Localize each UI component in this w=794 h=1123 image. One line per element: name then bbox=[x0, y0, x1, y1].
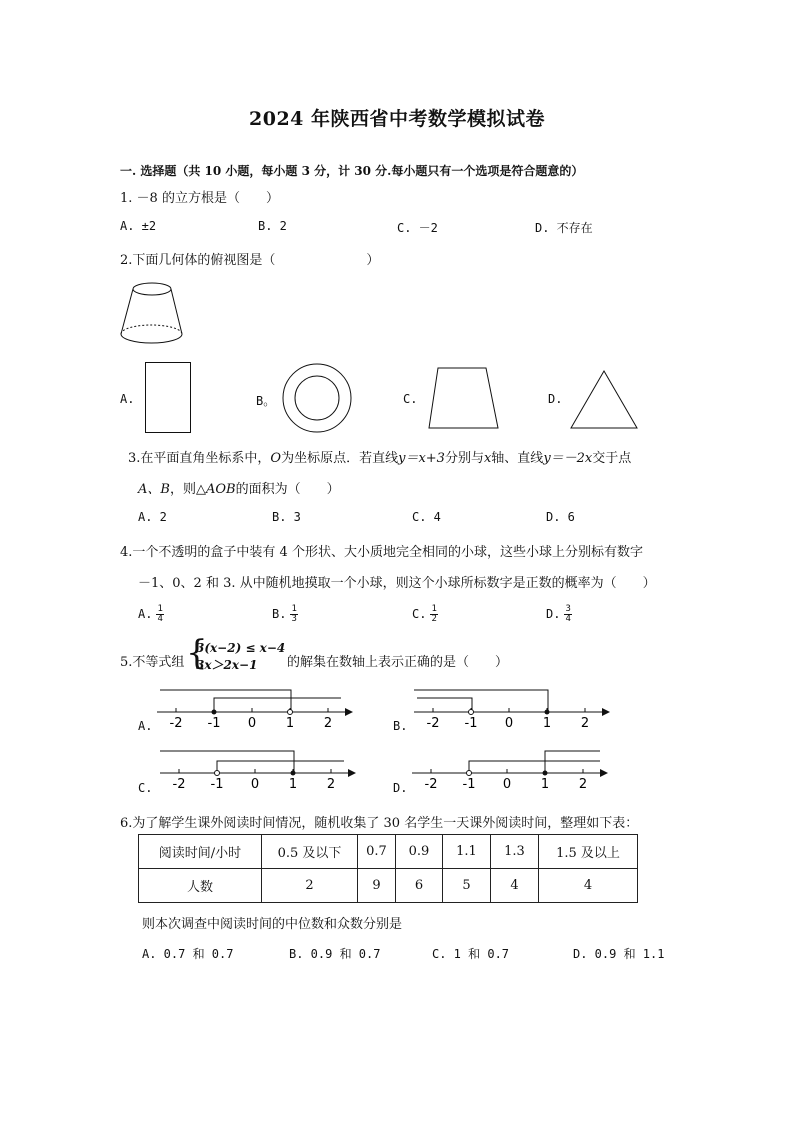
number-line-c bbox=[158, 747, 358, 797]
triangle-view-figure bbox=[570, 370, 640, 432]
tick-label: -2 bbox=[426, 716, 440, 731]
reading-time-table bbox=[138, 834, 638, 903]
q6-option-d: D. 0.9 和 1.1 bbox=[573, 947, 665, 961]
q1-option-b: B. 2 bbox=[258, 219, 287, 233]
q3-text-part: 轴、直线 bbox=[491, 451, 544, 466]
q4-option-b bbox=[272, 605, 298, 624]
q2-option-d: D. bbox=[548, 392, 563, 406]
q4-option-c-label: C. bbox=[412, 607, 427, 621]
q4-option-b-label: B. bbox=[272, 607, 287, 621]
numerator: 1 bbox=[157, 604, 163, 614]
q3-option-c: C. 4 bbox=[412, 510, 441, 524]
table-header-cell: 1.1 bbox=[443, 835, 491, 869]
q3-triangle-name: AOB bbox=[205, 482, 236, 497]
question-4-line2: －1、0、2 和 3. 从中随机地摸取一个小球，则这个小球所标数字是正数的概率为（ ） bbox=[138, 576, 656, 591]
tick-label: 0 bbox=[247, 716, 257, 731]
q4-option-c bbox=[412, 605, 438, 624]
q1-option-c: C. －2 bbox=[397, 221, 438, 235]
table-cell: 人数 bbox=[139, 869, 262, 903]
q6-option-a: A. 0.7 和 0.7 bbox=[142, 947, 234, 961]
frustum-solid-figure bbox=[118, 280, 188, 352]
tick-label: -1 bbox=[464, 716, 478, 731]
q4-option-a bbox=[138, 605, 164, 624]
q5-option-a: A. bbox=[138, 719, 153, 733]
question-1-stem: 1. －8 的立方根是（ ） bbox=[120, 191, 279, 206]
q4-option-d bbox=[546, 605, 572, 624]
section-header: 一. 选择题（共 10 小题，每小题 3 分，计 30 分.每小题只有一个选项是符合题意的） bbox=[120, 164, 584, 178]
q4-option-d-label: D. bbox=[546, 607, 561, 621]
denominator: 4 bbox=[157, 614, 163, 624]
tick-label: -1 bbox=[462, 777, 476, 792]
rectangle-view-figure bbox=[145, 362, 193, 434]
numerator: 1 bbox=[291, 604, 297, 614]
numerator: 3 bbox=[565, 604, 571, 614]
q3-line-equation-2: y＝－2x bbox=[543, 451, 593, 466]
tick-label: -2 bbox=[424, 777, 438, 792]
exam-title: 2024 年陕西省中考数学模拟试卷 bbox=[249, 108, 545, 130]
question-2-stem: 2.下面几何体的俯视图是（ ） bbox=[120, 253, 380, 268]
tick-label: -2 bbox=[169, 716, 183, 731]
tick-label: -1 bbox=[210, 777, 224, 792]
q3-text-part: 交于点 bbox=[592, 451, 632, 466]
table-header-cell: 0.5 及以下 bbox=[262, 835, 358, 869]
tick-label: 2 bbox=[580, 716, 590, 731]
table-header-cell: 0.7 bbox=[358, 835, 396, 869]
tick-label: 1 bbox=[540, 777, 550, 792]
tick-label: -2 bbox=[172, 777, 186, 792]
q3-option-d: D. 6 bbox=[546, 510, 575, 524]
q4-option-a-fraction bbox=[156, 605, 163, 624]
q3-text-part: 的面积为（ ） bbox=[235, 482, 340, 497]
question-4-line1: 4.一个不透明的盒子中装有 4 个形状、大小质地完全相同的小球，这些小球上分别标有数字 bbox=[120, 545, 643, 560]
question-3-line2 bbox=[138, 478, 340, 497]
q4-option-a-label: A. bbox=[138, 607, 153, 621]
q6-option-b: B. 0.9 和 0.7 bbox=[289, 947, 381, 961]
table-cell: 4 bbox=[539, 869, 638, 903]
table-header-cell: 1.3 bbox=[491, 835, 539, 869]
question-6-followup: 则本次调查中阅读时间的中位数和众数分别是 bbox=[142, 917, 403, 932]
q1-option-d: D. 不存在 bbox=[535, 221, 593, 235]
question-5-prefix: 5.不等式组 bbox=[120, 655, 185, 670]
table-row bbox=[139, 835, 638, 869]
q5-option-b: B. bbox=[393, 719, 408, 733]
question-6-stem: 6.为了解学生课外阅读时间情况，随机收集了 30 名学生一天课外阅读时间，整理如下表： bbox=[120, 816, 639, 831]
table-cell: 6 bbox=[396, 869, 443, 903]
denominator: 4 bbox=[565, 614, 571, 624]
numerator: 1 bbox=[431, 604, 437, 614]
table-header-cell: 阅读时间/小时 bbox=[139, 835, 262, 869]
question-3-line1 bbox=[128, 447, 631, 466]
q5-option-c: C. bbox=[138, 781, 153, 795]
q2-option-b: B。 bbox=[256, 394, 276, 408]
denominator: 2 bbox=[431, 614, 437, 624]
question-5-suffix: 的解集在数轴上表示正确的是（ ） bbox=[287, 655, 509, 670]
table-cell: 2 bbox=[262, 869, 358, 903]
q1-option-a: A. ±2 bbox=[120, 219, 157, 233]
q3-line-equation-1: y＝x+3 bbox=[398, 451, 445, 466]
tick-label: 0 bbox=[504, 716, 514, 731]
q3-text-part: 分别与 bbox=[444, 451, 484, 466]
inequality-1: 3(x−2) ≤ x−4 bbox=[196, 641, 286, 655]
q2-option-c: C. bbox=[403, 392, 418, 406]
tick-label: 1 bbox=[285, 716, 295, 731]
trapezoid-view-figure bbox=[428, 367, 500, 431]
number-line-a bbox=[155, 686, 355, 736]
table-row bbox=[139, 869, 638, 903]
table-header-cell: 0.9 bbox=[396, 835, 443, 869]
q3-option-b: B. 3 bbox=[272, 510, 301, 524]
q3-option-a: A. 2 bbox=[138, 510, 167, 524]
q5-option-d: D. bbox=[393, 781, 408, 795]
number-line-d bbox=[410, 747, 610, 797]
ring-view-figure bbox=[282, 363, 354, 435]
inequality-2: 3x＞2x−1 bbox=[196, 658, 258, 672]
tick-label: 1 bbox=[542, 716, 552, 731]
table-cell: 9 bbox=[358, 869, 396, 903]
denominator: 3 bbox=[291, 614, 297, 624]
q3-text-part: 3.在平面直角坐标系中， bbox=[128, 451, 271, 466]
table-cell: 4 bbox=[491, 869, 539, 903]
tick-label: 2 bbox=[326, 777, 336, 792]
tick-label: 0 bbox=[250, 777, 260, 792]
tick-label: 0 bbox=[502, 777, 512, 792]
q4-option-d-fraction bbox=[564, 605, 571, 624]
q4-option-c-fraction bbox=[430, 605, 437, 624]
table-cell: 5 bbox=[443, 869, 491, 903]
tick-label: 2 bbox=[323, 716, 333, 731]
number-line-b bbox=[412, 686, 612, 736]
system-brace: { bbox=[186, 633, 208, 673]
tick-label: 2 bbox=[578, 777, 588, 792]
q2-option-a: A. bbox=[120, 392, 135, 406]
q3-var-x: x bbox=[483, 451, 492, 466]
q6-option-c: C. 1 和 0.7 bbox=[432, 947, 510, 961]
q3-text-part: ，则△ bbox=[169, 482, 206, 497]
q3-points: A、B bbox=[138, 482, 170, 497]
table-header-cell: 1.5 及以上 bbox=[539, 835, 638, 869]
q4-option-b-fraction bbox=[290, 605, 297, 624]
tick-label: -1 bbox=[207, 716, 221, 731]
q3-var-o: O bbox=[270, 451, 282, 466]
q3-text-part: 为坐标原点．若直线 bbox=[281, 451, 399, 466]
tick-label: 1 bbox=[288, 777, 298, 792]
